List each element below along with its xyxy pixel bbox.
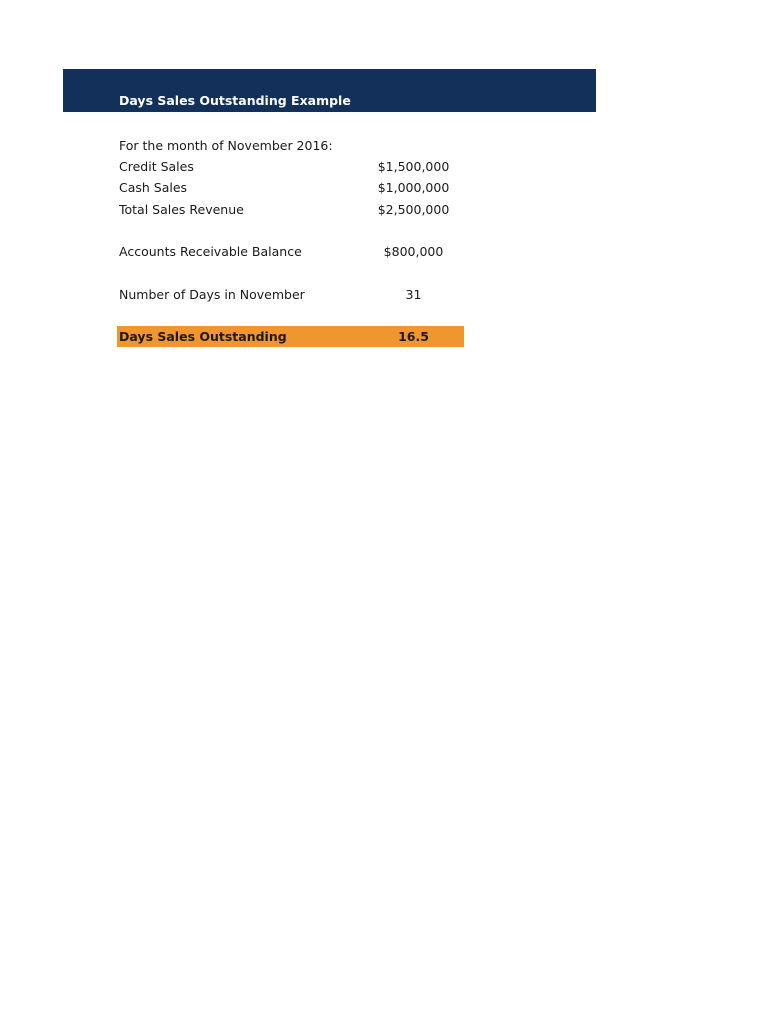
page-title: Days Sales Outstanding Example	[119, 93, 351, 108]
total-sales-revenue-value: $2,500,000	[377, 202, 450, 217]
dso-result-value: 16.5	[398, 329, 429, 344]
credit-sales-label: Credit Sales	[119, 159, 194, 174]
days-in-november-row	[117, 284, 464, 305]
intro-label: For the month of November 2016:	[119, 138, 333, 153]
title-bar	[63, 69, 596, 112]
days-in-november-label: Number of Days in November	[119, 287, 305, 302]
cash-sales-value: $1,000,000	[377, 180, 450, 195]
credit-sales-value: $1,500,000	[377, 159, 450, 174]
credit-sales-row	[117, 156, 464, 177]
days-in-november-value: 31	[405, 287, 422, 302]
dso-result-label: Days Sales Outstanding	[119, 329, 287, 344]
intro-row	[117, 135, 464, 156]
total-sales-revenue-row	[117, 199, 464, 220]
dso-result-row	[117, 326, 464, 347]
cash-sales-row	[117, 177, 464, 198]
cash-sales-label: Cash Sales	[119, 180, 188, 195]
accounts-receivable-row	[117, 241, 464, 262]
accounts-receivable-label: Accounts Receivable Balance	[119, 244, 302, 259]
accounts-receivable-value: $800,000	[383, 244, 444, 259]
total-sales-revenue-label: Total Sales Revenue	[119, 202, 244, 217]
